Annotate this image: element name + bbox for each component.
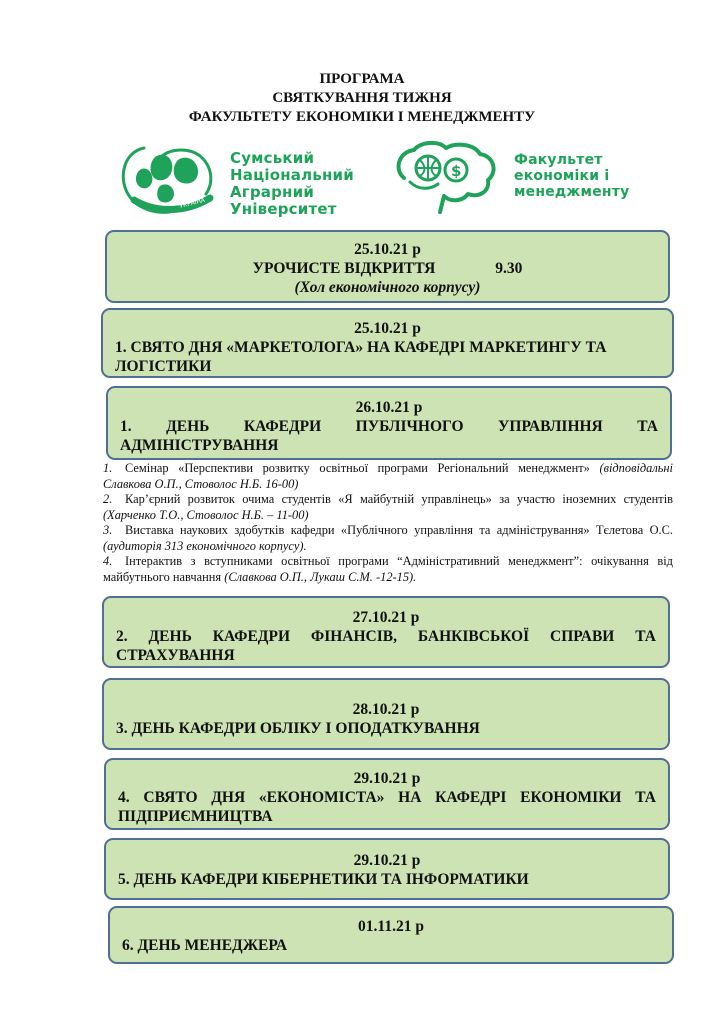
list-item <box>103 554 673 585</box>
day-card-economics <box>104 758 670 830</box>
day-card-public-administration <box>106 386 672 460</box>
event-note: (Харченко Т.О., Стоволос Н.Б. – 11-00) <box>103 507 309 522</box>
university-name-line-3: Аграрний <box>230 183 315 201</box>
event-text: Кар’єрний розвиток очима студентів «Я майбутній управлінець» за участю іноземних студентів <box>125 492 673 506</box>
title-line-1: ПРОГРАМА <box>319 71 405 87</box>
logo-ribbon-text: УКРАЇНА <box>178 196 206 210</box>
opening-date: 25.10.21 р <box>354 241 421 258</box>
day-date: 26.10.21 р <box>355 399 423 416</box>
university-name-line-4: Університет <box>230 200 337 218</box>
university-name-line-1: Сумський <box>230 149 315 167</box>
day-card-manager <box>108 906 674 964</box>
faculty-name <box>514 152 629 200</box>
day-title: 1. ДЕНЬ КАФЕДРИ ПУБЛІЧНОГО УПРАВЛІННЯ ТА АДМІНІСТРУВАННЯ <box>120 418 658 454</box>
day-date: 28.10.21 р <box>352 701 420 718</box>
day-card-cybernetics <box>104 838 670 900</box>
day-date: 01.11.21 р <box>358 918 424 935</box>
day-title: 4. СВЯТО ДНЯ «ЕКОНОМІСТА» НА КАФЕДРІ ЕКОНОМІКИ ТА ПІДПРИЄМНИЦТВА <box>118 789 656 825</box>
day-title: 3. ДЕНЬ КАФЕДРИ ОБЛІКУ І ОПОДАТКУВАННЯ <box>116 720 480 737</box>
faculty-name-line-2: економіки і <box>514 168 610 184</box>
day-title: 5. ДЕНЬ КАФЕДРИ КІБЕРНЕТИКИ ТА ІНФОРМАТИКИ <box>118 871 529 888</box>
day-card-marketing <box>101 308 674 378</box>
event-text: Семінар «Перспективи розвитку освітньої програми Регіональний менеджмент» <box>125 461 590 475</box>
university-logo-icon <box>114 142 222 220</box>
event-text: Виставка наукових здобутків кафедри «Публічного управління та адміністрування» Тєлетова О.С. <box>125 523 673 537</box>
event-note: (Славкова О.П., Лукаш С.М. -12-15). <box>224 569 417 584</box>
event-number: 2. <box>103 492 113 506</box>
opening-title-row <box>107 259 668 278</box>
day-date: 29.10.21 р <box>353 852 421 869</box>
opening-place: (Хол економічного корпусу) <box>294 279 481 296</box>
day-title: 1. СВЯТО ДНЯ «МАРКЕТОЛОГА» НА КАФЕДРІ МАРКЕТИНГУ ТА ЛОГІСТИКИ <box>115 339 607 375</box>
document-title <box>0 70 724 127</box>
list-item <box>103 461 673 492</box>
events-list <box>103 461 673 585</box>
day-date: 27.10.21 р <box>352 609 420 626</box>
title-line-2: СВЯТКУВАННЯ ТИЖНЯ <box>272 90 452 106</box>
university-name <box>230 150 354 218</box>
day-title: 6. ДЕНЬ МЕНЕДЖЕРА <box>122 937 288 954</box>
day-card-accounting <box>102 678 670 750</box>
event-note: (відповідальні Славкова О.П., Стоволос Н.Б. 16-00) <box>103 461 673 491</box>
svg-text:$: $ <box>451 162 462 180</box>
opening-title: УРОЧИСТЕ ВІДКРИТТЯ <box>252 260 436 277</box>
day-card-finance <box>102 596 670 668</box>
event-text: Інтерактив з вступниками освітньої програми “Адміністративний менеджмент”: очікування від майбутнього навчання <box>103 554 673 584</box>
faculty-name-line-3: менеджменту <box>514 184 630 200</box>
faculty-name-line-1: Факультет <box>514 152 603 168</box>
list-item <box>103 492 673 523</box>
title-line-3: ФАКУЛЬТЕТУ ЕКОНОМІКИ І МЕНЕДЖМЕНТУ <box>188 109 536 125</box>
day-date: 29.10.21 р <box>353 770 421 787</box>
event-number: 1. <box>103 461 113 475</box>
faculty-logo-icon <box>390 140 502 216</box>
opening-time: 9.30 <box>495 260 523 277</box>
list-item <box>103 523 673 554</box>
event-note: (аудиторія 313 економічного корпусу). <box>103 538 307 553</box>
day-title: 2. ДЕНЬ КАФЕДРИ ФІНАНСІВ, БАНКІВСЬКОЇ СПРАВИ ТА СТРАХУВАННЯ <box>116 628 656 664</box>
event-number: 4. <box>103 554 113 568</box>
opening-card <box>105 230 670 303</box>
event-number: 3. <box>103 523 113 537</box>
university-name-line-2: Національний <box>230 166 354 184</box>
day-date: 25.10.21 р <box>354 320 421 337</box>
